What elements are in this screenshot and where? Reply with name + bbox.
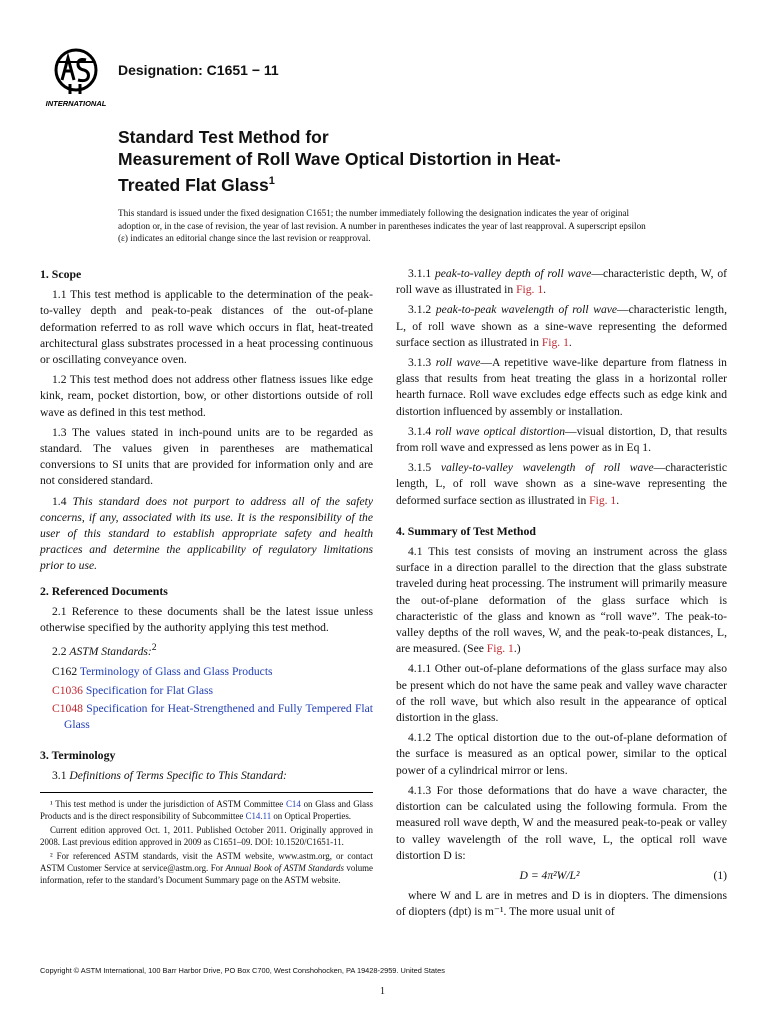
definition-text: —characteristic length, L, of roll wave shown as a sine-wave representing the deformed surface section as illustrated in: [396, 303, 727, 349]
section-heading-summary: 4. Summary of Test Method: [396, 523, 536, 538]
paragraph-number: 3.1.4: [408, 424, 432, 438]
definition-3-1-2: 3.1.2 peak-to-peak wavelength of roll wave—characteristic length, L, of roll wave shown as a sine-wave representing the deformed surface section as illustrated in Fig. 1.: [396, 303, 727, 349]
footnote-1: [40, 799, 373, 822]
definition-3-1-1: 3.1.1 peak-to-valley depth of roll wave—characteristic depth, W, of roll wave as illustrated in Fig. 1.: [396, 267, 727, 297]
footnote-text: on Glass and Glass Products and is the direct responsibility of Subcommittee: [40, 799, 373, 821]
page-number: 1: [380, 986, 385, 997]
designation: Designation: C1651 − 11: [118, 62, 279, 78]
reference-code: C162: [52, 665, 78, 679]
definition-text: —characteristic length, L, of roll wave shown as a sine-wave representing the deformed surface section as illustrated in: [396, 461, 727, 507]
reference-item: [52, 683, 373, 699]
figure-link[interactable]: Fig. 1: [541, 335, 569, 349]
paragraph-3-1: [40, 768, 373, 784]
paragraph-4-1-3: 4.1.3 For those deformations that do have a wave character, the distortion can be calculated using the following formula. From the measured roll wave depth, W and the measured peak-to-peak or valley to valley wavelength of the roll wave, L, the optical roll wave distortion D is:: [396, 783, 727, 862]
astm-standards-label: ASTM Standards:: [69, 645, 152, 659]
astm-logo: [40, 44, 112, 110]
section-heading-terminology: 3. Terminology: [40, 748, 116, 763]
left-column: [40, 266, 373, 789]
right-column: [396, 266, 727, 925]
title-line-1: Standard Test Method for: [118, 127, 329, 147]
definition-text: —visual distortion, D, that results from roll wave and expressed as lens power as in Eq 1.: [396, 424, 728, 455]
paragraph-number: 3.1.5: [408, 461, 432, 475]
defined-term: peak-to-peak wavelength of roll wave: [435, 303, 618, 317]
footnote-italic: Annual Book of ASTM Standards: [225, 862, 344, 873]
footnotes: [40, 792, 373, 889]
footnote-1-edition: Current edition approved Oct. 1, 2011. Published October 2011. Originally approved in 2008. Last previous edition approved in 2009 as C1651–09. DOI: 10.1520/C1651-11.: [40, 825, 373, 847]
definition-text: —characteristic depth, W, of roll wave as illustrated in: [396, 267, 727, 297]
paragraph-4-1-2: 4.1.2 The optical distortion due to the out-of-plane deformation of the surface is measured as an optical power, similar to the optical power of a cylindrical mirror or lens.: [396, 731, 727, 777]
paragraph-number: 3.1.1: [408, 267, 432, 280]
paragraph-4-1: [396, 544, 727, 657]
paragraph-1-2: 1.2 This test method does not address other flatness issues like edge kink, ream, pocket distortion, bow, or other distortions outside of roll wave as defined in this test method.: [40, 373, 373, 419]
figure-link[interactable]: Fig. 1: [516, 283, 544, 297]
footnote-2: [40, 851, 373, 886]
paragraph-number: 1.4: [52, 494, 67, 508]
equation-formula: D = 4π²W/L²: [519, 868, 580, 882]
footnote-text: ¹ This test method is under the jurisdiction of ASTM Committee: [50, 799, 287, 809]
paragraph-1-4: [40, 494, 373, 575]
title-line-3: Treated Flat Glass: [118, 174, 269, 195]
defined-term: valley-to-valley wavelength of roll wave: [440, 461, 654, 475]
title-footnote-marker: 1: [268, 175, 275, 187]
footnote-text: ² For referenced ASTM standards, visit the ASTM website, www.astm.org, or contact ASTM Customer Service at service@astm.org. For: [40, 851, 373, 873]
figure-link[interactable]: Fig. 1: [589, 493, 617, 507]
reference-link[interactable]: Terminology of Glass and Glass Products: [79, 665, 273, 679]
logo-text: INTERNATIONAL: [45, 99, 107, 108]
defined-term: roll wave: [435, 356, 481, 370]
defined-term: roll wave optical distortion: [435, 424, 566, 438]
footnote-text: on Optical Properties.: [271, 810, 351, 821]
document-title: [118, 126, 638, 196]
paragraph-number: 3.1.3: [408, 356, 432, 370]
reference-item: [52, 664, 373, 680]
definitions-heading: Definitions of Terms Specific to This Standard:: [69, 769, 287, 783]
definition-3-1-5: 3.1.5 valley-to-valley wavelength of roll wave—characteristic length, L, of roll wave shown as a sine-wave representing the deformed surface section as illustrated in Fig. 1.: [396, 461, 727, 507]
footnote-marker: 2: [151, 642, 157, 654]
reference-code-link[interactable]: C1036: [52, 683, 83, 697]
definition-text: —A repetitive wave-like departure from flatness in glass that results from heat treating the glass in a horizontal roller hearth furnace. Roll wave excludes edge effects such as edge kink and distortion influenced by assembly or installation.: [396, 356, 727, 418]
paragraph-number: 3.1: [52, 769, 67, 783]
reference-link[interactable]: Specification for Flat Glass: [85, 683, 214, 697]
reference-item: [52, 701, 373, 733]
issuance-statement: This standard is issued under the fixed designation C1651; the number immediately following the designation indicates the year of original adoption or, in the case of revision, the year of last revision. A number in parentheses indicates the year of last reapproval. A superscript epsilon (ε) indicates an editorial change since the last revision or reapproval.: [118, 208, 646, 243]
equation-1: [396, 868, 727, 884]
defined-term: peak-to-valley depth of roll wave: [434, 267, 592, 280]
definition-3-1-4: [396, 424, 727, 456]
paragraph-where: where W and L are in metres and D is in diopters. The dimensions of diopters (dpt) is m⁻¹. The more usual unit of: [396, 889, 727, 919]
section-heading-scope: 1. Scope: [40, 267, 82, 281]
paragraph-text: .): [513, 642, 521, 656]
paragraph-2-2: [40, 640, 373, 660]
safety-statement: This standard does not purport to address all of the safety concerns, if any, associated with its use. It is the responsibility of the user of this standard to establish appropriate safety and health practices and determine the applicability of regulatory limitations prior to use.: [40, 494, 373, 573]
figure-link[interactable]: Fig. 1: [486, 642, 514, 656]
paragraph-4-1-1: 4.1.1 Other out-of-plane deformations of the glass surface may also be present which do not have the same peak and valley wave character of the roll wave, but which also result in the appearance of optical distortion in the glass.: [396, 662, 727, 725]
paragraph-1-1: 1.1 This test method is applicable to the determination of the peak-to-valley depth and peak-to-peak distances of the out-of-plane deformation referred to as roll wave which occurs in flat, heat-treated architectural glass substrates processed in a heat processing continuous or oscillating conveyance oven.: [40, 288, 373, 367]
copyright-footer: Copyright © ASTM International, 100 Barr Harbor Drive, PO Box C700, West Conshohocken, PA 19428-2959. United States: [40, 966, 445, 975]
astm-international-logo-icon: [40, 44, 112, 110]
reference-code-link[interactable]: C1048: [52, 701, 83, 715]
reference-link[interactable]: Specification for Heat-Strengthened and Fully Tempered Flat Glass: [64, 701, 373, 731]
paragraph-text: 4.1 This test consists of moving an instrument across the glass surface in a direction parallel to the direction that the glass substrate traveled during heat processing. The instrument will primarily measure the out-of-plane deformation of the glass surface which is characteristic of the glass and known as “roll wave”. The peak-to-valley depths of the roll waves, W, and the peak-to-peak distances, L, are measured. (See: [396, 545, 727, 656]
title-line-2: Measurement of Roll Wave Optical Distortion in Heat-: [118, 149, 561, 169]
paragraph-2-1: 2.1 Reference to these documents shall be the latest issue unless otherwise specified by the authority applying this test method.: [40, 604, 373, 635]
committee-link[interactable]: C14: [286, 799, 301, 809]
paragraph-number: 3.1.2: [408, 303, 432, 317]
paragraph-number: 2.2: [52, 645, 67, 659]
subcommittee-link[interactable]: C14.11: [245, 810, 272, 821]
equation-number: (1): [713, 868, 727, 882]
footnote-text: volume information, refer to the standard’s Document Summary page on the ASTM website.: [40, 862, 373, 885]
section-heading-referenced-documents: 2. Referenced Documents: [40, 583, 168, 598]
paragraph-1-3: 1.3 The values stated in inch-pound units are to be regarded as standard. The values given in parentheses are mathematical conversions to SI units that are provided for information only and are not considered standard.: [40, 425, 373, 488]
definition-3-1-3: [396, 355, 727, 420]
